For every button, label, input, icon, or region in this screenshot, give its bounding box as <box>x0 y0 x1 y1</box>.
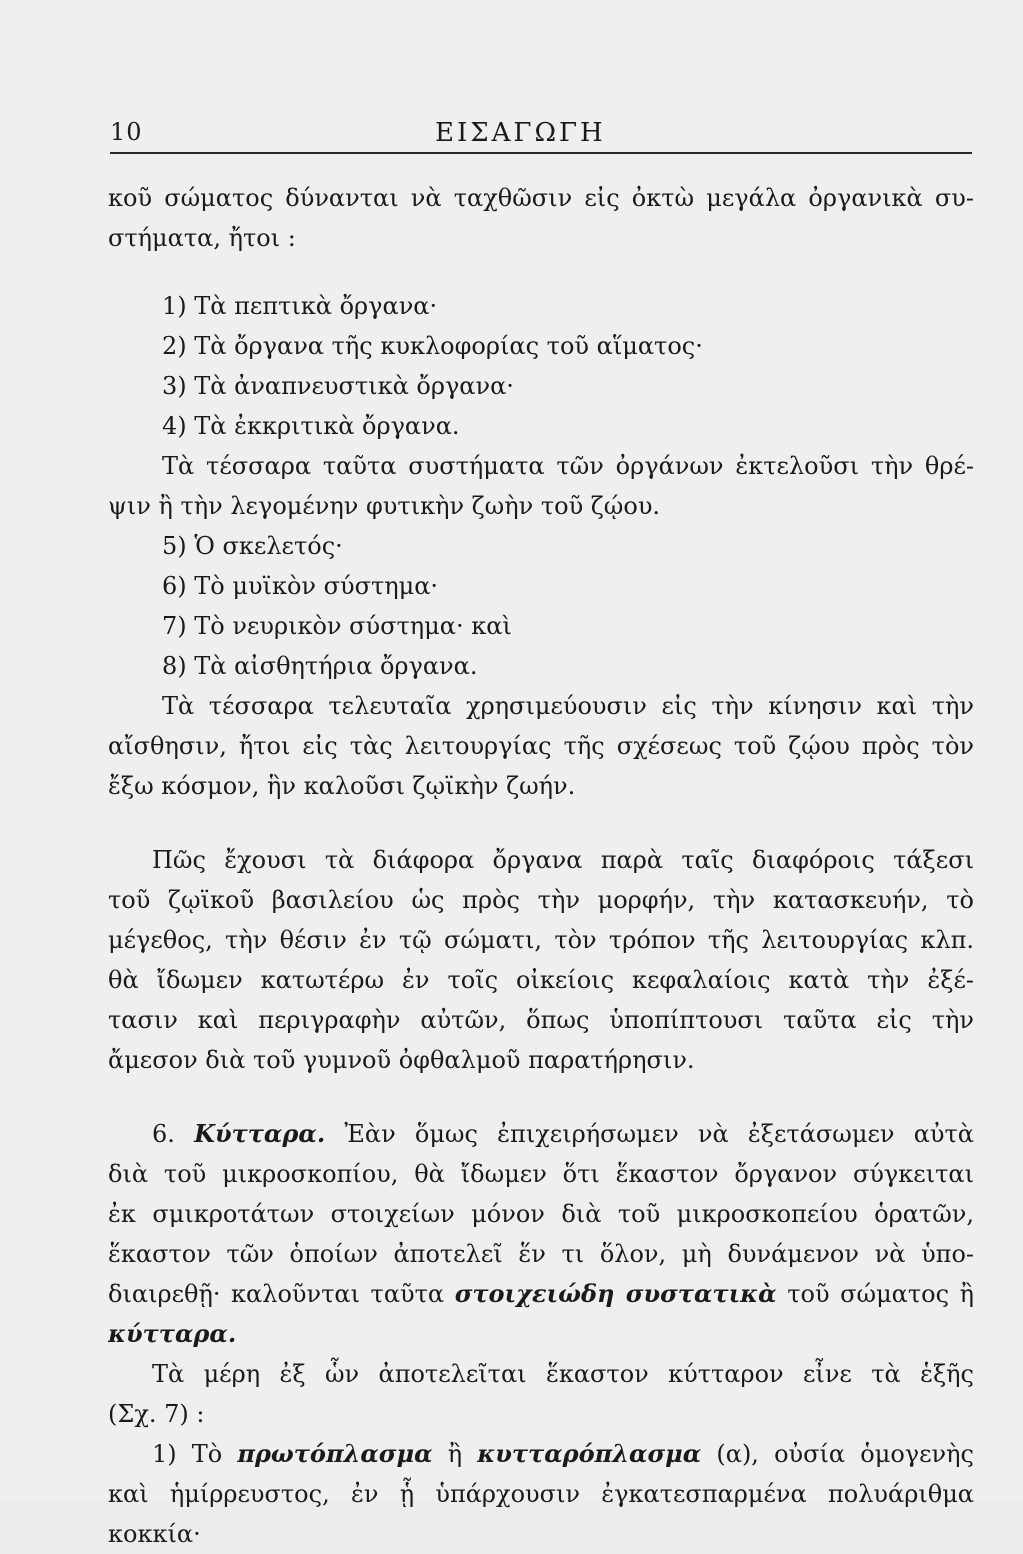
emphasis-term: κύτταρα. <box>108 1319 237 1348</box>
text-line <box>108 1274 974 1314</box>
text-span: τοῦ σώματος ἢ <box>787 1280 974 1308</box>
running-title: ΕΙΣΑΓΩΓΗ <box>435 118 606 148</box>
text-line: Τὰ μέρη ἐξ ὧν ἀποτελεῖται ἕκαστον κύτταρον εἶνε τὰ ἑξῆς <box>152 1360 974 1388</box>
text-line: Πῶς ἔχουσι τὰ διάφορα ὄργανα παρὰ ταῖς διαφόροις τάξεσι <box>152 846 974 874</box>
emphasis-term: κυτταρόπλασμα <box>477 1439 702 1468</box>
text-line: καὶ ἡμίρρευστος, ἐν ᾗ ὑπάρχουσιν ἐγκατεσπαρμένα πολυάριθμα <box>108 1480 974 1508</box>
list-item: 1) Τὰ πεπτικὰ ὄργανα· <box>162 292 438 320</box>
text-line: τασιν καὶ περιγραφὴν αὐτῶν, ὅπως ὑποπίπτουσι ταῦτα εἰς τὴν <box>108 1006 974 1034</box>
text-span: διαιρεθῇ· καλοῦνται ταῦτα <box>108 1280 445 1308</box>
emphasis-term: πρωτόπλασμα <box>237 1439 433 1468</box>
page-body <box>108 178 974 1554</box>
text-line: αἴσθησιν, ἤτοι εἰς τὰς λειτουργίας τῆς σχέσεως τοῦ ζῴου πρὸς τὸν <box>108 732 974 760</box>
section-heading-line <box>108 1114 974 1154</box>
list-item: 7) Τὸ νευρικὸν σύστημα· καὶ <box>162 612 512 640</box>
list-item: 4) Τὰ ἐκκριτικὰ ὄργανα. <box>162 412 460 440</box>
text-line: Τὰ τέσσαρα τελευταῖα χρησιμεύουσιν εἰς τὴν κίνησιν καὶ τὴν <box>162 692 974 720</box>
list-item: 8) Τὰ αἰσθητήρια ὄργανα. <box>162 652 478 680</box>
emphasis-term: στοιχειώδη συστατικὰ <box>454 1279 777 1308</box>
section-heading: Κύτταρα. <box>194 1119 326 1148</box>
header-rule <box>110 152 972 154</box>
page-header <box>110 118 972 158</box>
text-line: στήματα, ἤτοι : <box>108 224 296 252</box>
list-item: 2) Τὰ ὄργανα τῆς κυκλοφορίας τοῦ αἵματος· <box>162 332 703 360</box>
text-line: ἄμεσον διὰ τοῦ γυμνοῦ ὀφθαλμοῦ παρατήρησιν. <box>108 1046 695 1074</box>
list-item: 5) Ὁ σκελετός· <box>162 532 343 560</box>
section-number: 6. <box>152 1120 175 1148</box>
text-line: μέγεθος, τὴν θέσιν ἐν τῷ σώματι, τὸν τρόπον τῆς λειτουργίας κλπ. <box>108 926 974 954</box>
text-span: ἢ <box>447 1440 463 1468</box>
text-line: ἔξω κόσμον, ἣν καλοῦσι ζῳϊκὴν ζωήν. <box>108 772 576 800</box>
text-line: τοῦ ζῳϊκοῦ βασιλείου ὡς πρὸς τὴν μορφήν, τὴν κατασκευήν, τὸ <box>108 886 974 914</box>
text-line: κοκκία· <box>108 1520 201 1548</box>
text-line: θὰ ἴδωμεν κατωτέρω ἐν τοῖς οἰκείοις κεφαλαίοις κατὰ τὴν ἐξέ- <box>108 966 974 994</box>
text-span: Ἐὰν ὅμως ἐπιχειρήσωμεν νὰ ἐξετάσωμεν αὐτὰ <box>344 1120 974 1148</box>
text-line: Τὰ τέσσαρα ταῦτα συστήματα τῶν ὀργάνων ἐκτελοῦσι τὴν θρέ- <box>162 452 974 480</box>
list-item: 3) Τὰ ἀναπνευστικὰ ὄργανα· <box>162 372 514 400</box>
text-span: 1) Τὸ <box>152 1440 223 1468</box>
list-item: 6) Τὸ μυϊκὸν σύστημα· <box>162 572 439 600</box>
text-line: κοῦ σώματος δύνανται νὰ ταχθῶσιν εἰς ὀκτὼ μεγάλα ὀργανικὰ συ- <box>108 184 974 212</box>
text-line <box>108 1314 974 1354</box>
text-span: (α), οὐσία ὁμογενὴς <box>716 1440 974 1468</box>
text-line <box>108 1434 974 1474</box>
text-line: διὰ τοῦ μικροσκοπίου, θὰ ἴδωμεν ὅτι ἕκαστον ὄργανον σύγκειται <box>108 1160 974 1188</box>
text-line: ψιν ἢ τὴν λεγομένην φυτικὴν ζωὴν τοῦ ζῴου. <box>108 492 661 520</box>
page-number: 10 <box>110 118 143 146</box>
text-line: ἐκ σμικροτάτων στοιχείων μόνον διὰ τοῦ μικροσκοπείου ὁρατῶν, <box>108 1200 974 1228</box>
text-line: (Σχ. 7) : <box>108 1400 205 1428</box>
text-line: ἕκαστον τῶν ὁποίων ἀποτελεῖ ἕν τι ὅλον, μὴ δυνάμενον νὰ ὑπο- <box>108 1240 974 1268</box>
